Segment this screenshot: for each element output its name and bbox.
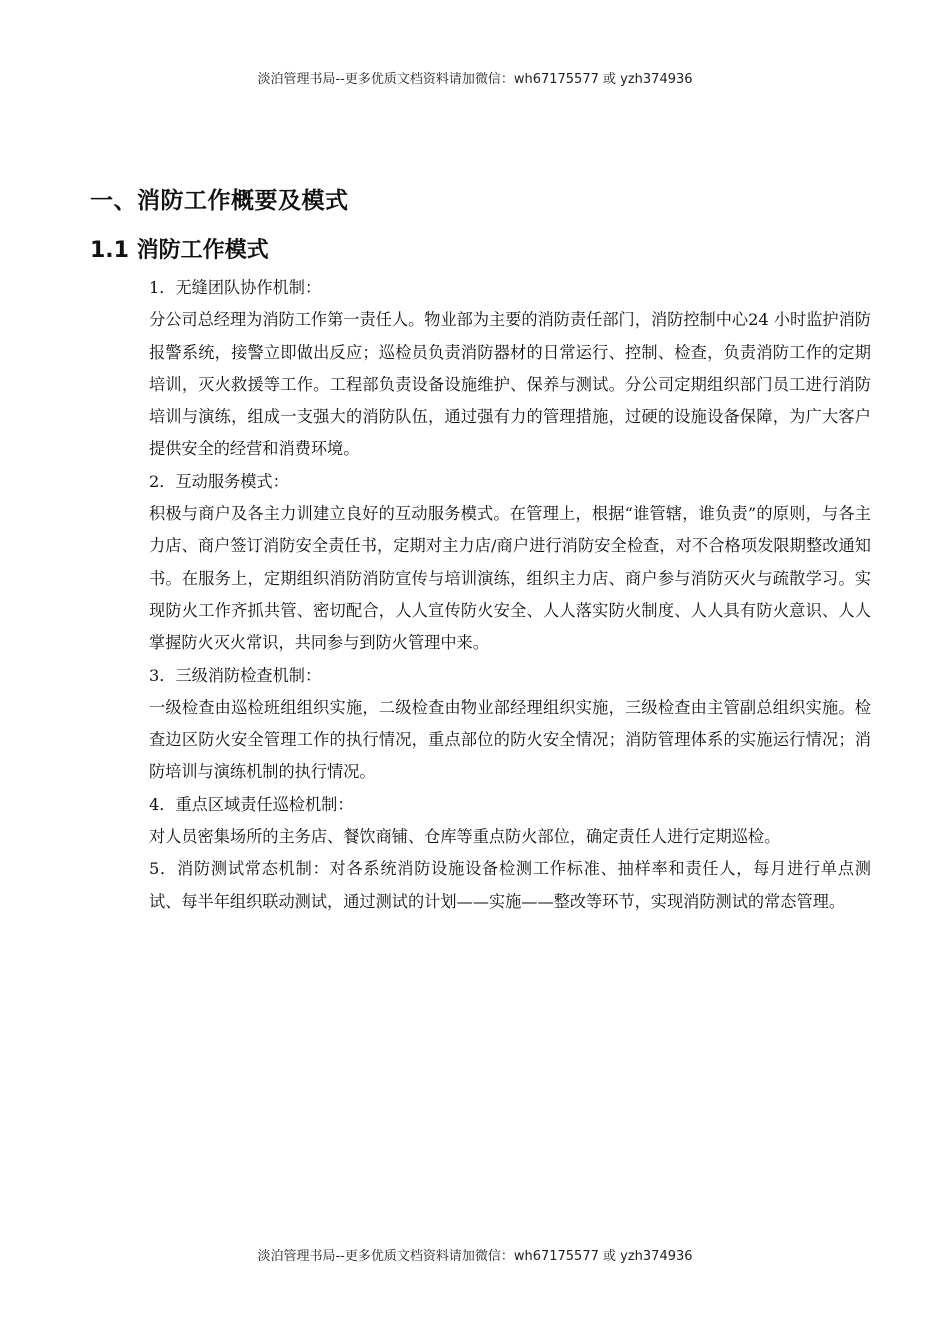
document-body xyxy=(149,272,871,918)
paragraph-5: 5．消防测试常态机制：对各系统消防设施设备检测工作标准、抽样率和责任人，每月进行单点测试、每半年组织联动测试，通过测试的计划——实施——整改等环节，实现消防测试的常态管理。 xyxy=(149,859,871,911)
section-heading: 一、消防工作概要及模式 xyxy=(90,188,349,214)
paragraph-1: 分公司总经理为消防工作第一责任人。物业部为主要的消防责任部门，消防控制中心24 小时监护消防报警系统，接警立即做出反应；巡检员负责消防器材的日常运行、控制、检查，负责消防工作的定期培训，灭火救援等工作。工程部负责设备设施维护、保养与测试。分公司定期组织部门员工进行消防培训与演练，组成一支强大的消防队伍，通过强有力的管理措施，过硬的设施设备保障，为广大客户提供安全的经营和消费环境。 xyxy=(149,310,871,459)
item-title-2: 2．互动服务模式： xyxy=(149,471,289,491)
item-title-1: 1．无缝团队协作机制： xyxy=(149,278,322,297)
item-title-4: 4．重点区域责任巡检机制： xyxy=(149,794,354,814)
item-title-3: 3．三级消防检查机制： xyxy=(149,665,322,685)
paragraph-2: 积极与商户及各主力训建立良好的互动服务模式。在管理上，根据“谁管辖，谁负责”的原则，与各主力店、商户签订消防安全责任书，定期对主力店/商户进行消防安全检查，对不合格项发限期整改通知书。在服务上，定期组织消防消防宣传与培训演练，组织主力店、商户参与消防灭火与疏散学习。实现防火工作齐抓共管、密切配合，人人宣传防火安全、人人落实防火制度、人人具有防火意识、人人掌握防火灭火常识，共同参与到防火管理中来。 xyxy=(149,504,871,653)
page-footer: 淡泊管理书局--更多优质文档资料请加微信：wh67175577 或 yzh374936 xyxy=(257,1249,693,1264)
subsection-heading: 1.1 消防工作模式 xyxy=(90,238,269,263)
paragraph-3: 一级检查由巡检班组组织实施，二级检查由物业部经理组织实施，三级检查由主管副总组织实施。检查边区防火安全管理工作的执行情况，重点部位的防火安全情况；消防管理体系的实施运行情况；消防培训与演练机制的执行情况。 xyxy=(149,697,871,782)
page-header: 淡泊管理书局--更多优质文档资料请加微信：wh67175577 或 yzh374936 xyxy=(257,72,693,87)
paragraph-4: 对人员密集场所的主务店、餐饮商铺、仓库等重点防火部位，确定责任人进行定期巡检。 xyxy=(149,827,781,847)
